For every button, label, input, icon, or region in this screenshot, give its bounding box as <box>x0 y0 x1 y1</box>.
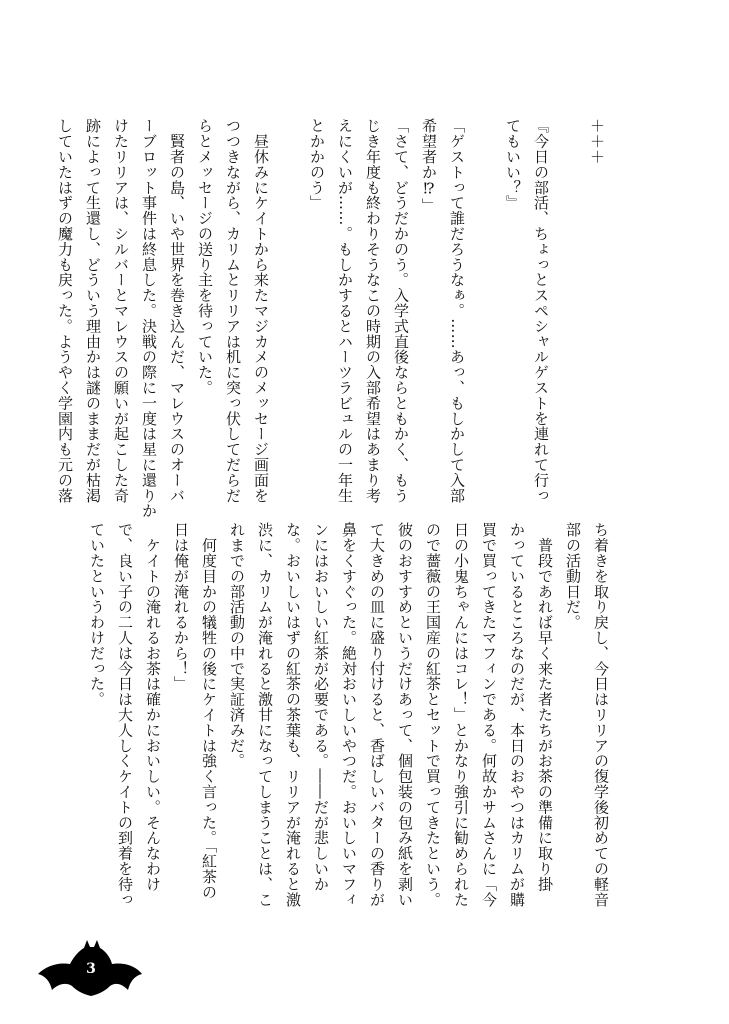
text-line: とかかのう」 <box>308 118 326 211</box>
text-line: 日の小鬼ちゃんにはコレ！」とかなり強引に勧められた <box>452 522 470 907</box>
text-line: 鼻をくすぐった。絶対おいしいやつだ。おいしいマフィ <box>340 522 358 907</box>
text-line: な。おいしいはずの紅茶の茶葉も、リリアが淹れると激 <box>284 522 302 907</box>
text-line: てもいい？』 <box>504 118 522 211</box>
text-line <box>555 118 583 510</box>
text-line: 昼休みにケイトから来たマジカメのメッセージ画面を <box>252 118 270 503</box>
text-line: 買で買ってきたマフィンである。何故かサムさんに「今 <box>480 522 498 907</box>
text-line: じき年度も終わりそうなこの時期の入部希望はあまり考 <box>364 118 382 503</box>
text-line: で、良い子の二人は今日は大人しくケイトの到着を待っ <box>116 522 134 907</box>
text-line: れまでの部活動の中で実証済みだ。 <box>228 522 246 769</box>
text-line: 彼のおすすめというだけあって、個包装の包み紙を剥い <box>396 522 414 907</box>
text-line: ーブロット事件は終息した。決戦の際に一度は星に還りか <box>140 118 158 519</box>
text-line: 普段であれば早く来た者たちがお茶の準備に取り掛 <box>536 522 554 892</box>
text-line: らとメッセージの送り主を待っていた。 <box>196 118 214 396</box>
text-line: 部の活動日だ。 <box>564 522 582 630</box>
text-line: 「さて、どうだかのう。入学式直後ならともかく、もう <box>392 118 410 503</box>
text-line: ので薔薇の王国産の紅茶とセットで買ってきたという。 <box>424 522 442 907</box>
text-line: えにくいが……。もしかするとハーツラビュルの一年生 <box>336 118 354 503</box>
text-line: けたリリアは、シルバーとマレウスの願いが起こした奇 <box>112 118 130 503</box>
text-line: かっているところなのだが、本日のおやつはカリムが購 <box>508 522 526 907</box>
text-line: ケイトの淹れるお茶は確かにおいしい。そんなわけ <box>144 522 162 892</box>
text-line: ンにはおいしい紅茶が必要である。――だが悲しいか <box>312 522 330 892</box>
text-line: 日は俺が淹れるから！」 <box>172 522 190 692</box>
text-line: ＋＋＋ <box>588 118 606 165</box>
text-line <box>471 118 499 510</box>
text-line: 何度目かの犠牲の後にケイトは強く言った。「紅茶の <box>200 522 218 900</box>
text-line: 渋に、カリムが淹れると激甘になってしまうことは、こ <box>256 522 274 907</box>
text-block-bottom <box>88 522 615 914</box>
text-block-top <box>56 118 611 519</box>
page-number: 3 <box>86 961 96 977</box>
text-line: 賢者の島、いや世界を巻き込んだ、マレウスのオーバ <box>168 118 186 503</box>
text-line: 『今日の部活、ちょっとスペシャルゲストを連れて行っ <box>532 118 550 503</box>
text-line: 希望者か⁉」 <box>420 118 438 214</box>
text-line: つつきながら、カリムとリリアは机に突っ伏してだらだ <box>224 118 242 503</box>
text-line: していたはずの魔力も戻った。ようやく学園内も元の落 <box>56 118 74 503</box>
text-line: て大きめの皿に盛り付けると、香ばしいバターの香りが <box>368 522 386 907</box>
text-line: 「ゲストって誰だろうなぁ。……あっ、もしかして入部 <box>448 118 466 503</box>
text-line <box>275 118 303 510</box>
text-line: ていたというわけだった。 <box>88 522 106 707</box>
text-line: 跡によって生還し、どういう理由かは謎のままだが枯渇 <box>84 118 102 503</box>
text-line: ち着きを取り戻し、今日はリリアの復学後初めての軽音 <box>592 522 610 907</box>
